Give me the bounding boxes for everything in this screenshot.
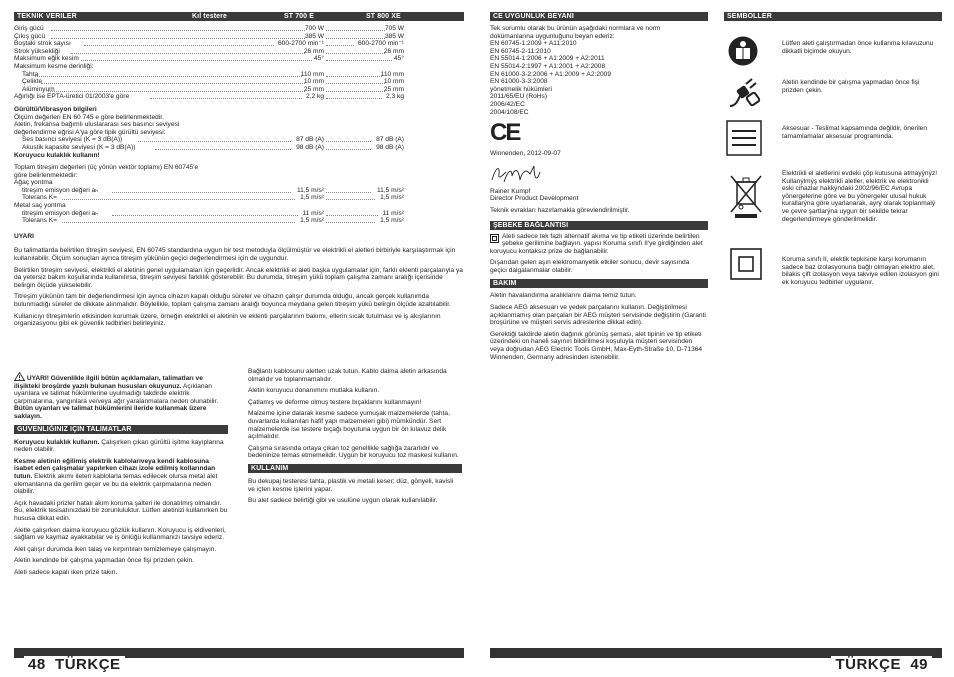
- noise-rows: [14, 136, 464, 151]
- spec-value-st700: 385 W: [304, 32, 324, 40]
- leader-dots: [155, 149, 292, 150]
- spec-value-st700: 10 mm: [303, 78, 324, 86]
- spec-value-st800: 45°: [394, 55, 404, 63]
- protection-class-ii-icon: [730, 248, 762, 280]
- usage-header: KULLANIM: [248, 464, 462, 473]
- vib-rows-wood: [14, 187, 464, 202]
- safety-warning: [14, 372, 228, 421]
- spec-label: titreşim emisyon değeri aₕ: [22, 186, 98, 194]
- spec-label: Akustik kapasite seviyesi (K = 3 dB(A)): [22, 143, 136, 151]
- safety-keep: Bütün uyarıları ve talimat hükümlerini ileride kullanmak üzere saklayın.: [14, 405, 207, 420]
- spec-label: Ağırlığı ise EPTA-üretici 01/2003'e göre: [14, 93, 130, 101]
- misc-1: Bağlantı kablosunu aletten uzak tutun. Kablo daima aletin arkasında olmalıdır ve toplanmamalıdır.: [248, 368, 447, 383]
- usage-1: Bu dekupaj testeresi tahta, plastik ve metali keser; düz, gönyeli, kavisli ve içten kesme işlerini yapar.: [248, 477, 454, 493]
- spec-label: Tolerans K=: [22, 194, 58, 202]
- leader-dots: [326, 222, 375, 223]
- spec-value-st700: 110 mm: [300, 70, 324, 78]
- safety-warning-bold: UYARI! Güvenlikle ilgili bütün açıklamaları, talimatları ve ilişikteki broşürde yazılı bulunan hususları okuyunuz.: [14, 375, 203, 390]
- warn-p3: Titreşim yükünün tam bir değerlendirmesi için ayrıca cihazın kapalı olduğu süreler ve cihazın çalışır durumda olduğu, ancak gerçek kullanımda bulunmadığı süreler de dikkate alınmalıdır. Böylelikle, toplam çalışma zamanı aralığı boyunca meydana gelen titreşim yükü belirgin ölçüde azaltılabilir.: [14, 293, 451, 308]
- leader-dots: [84, 45, 274, 46]
- warning-triangle-icon: [14, 372, 25, 381]
- right-page-lang: TÜRKÇE: [835, 656, 901, 673]
- safety-6: Aletin kendinde bir çalışma yapmadan önce fişi prizden çekin.: [14, 557, 194, 565]
- signer: Rainer Kumpf: [490, 187, 531, 195]
- place-date: Winnenden, 2012-09-07: [490, 150, 561, 158]
- spec-value-st700: 11,5 m/s²: [297, 186, 324, 194]
- ce-line: EN 55014-2:1997 + A1:2001 + A2:2008: [490, 62, 606, 70]
- warn-p1: Bu talimatlarda belirtilen titreşim seviyesi, EN 60745 standardına uygun bir test metoduyla ölçülmüştür ve elektrikli el aletleri birbiriyle karşılaştırmak için kullanılabilir. Ölçüm sonuçları ayrıca titreşim yükünün geçici değerlendirmesi için de uygundur.: [14, 247, 456, 263]
- right-page: [490, 12, 942, 673]
- vib-metal: Metal saç yontma: [14, 202, 66, 210]
- specs-table: [14, 25, 464, 332]
- leader-dots: [48, 91, 305, 92]
- leader-dots: [326, 30, 385, 31]
- left-page-lang: TÜRKÇE: [55, 656, 121, 673]
- usage-2: Bu alet sadece belirtiği gibi ve usulüne uygun olarak kullanılabilir.: [248, 497, 438, 505]
- spec-label: Ses basıncı seviyesi (K = 3 dB(A)): [22, 136, 123, 144]
- ce-line: 2004/108/EC: [490, 108, 529, 116]
- spec-label: Tahta: [22, 70, 39, 78]
- leader-dots: [326, 91, 385, 92]
- mains-p1: [490, 233, 708, 256]
- spec-value-st800: 110 mm: [380, 70, 404, 78]
- leader-dots: [51, 38, 305, 39]
- ce-line: 2011/65/EU (RoHs): [490, 93, 548, 101]
- left-page-num: 48: [28, 656, 46, 673]
- spec-row: [14, 136, 464, 144]
- spec-rows: [14, 25, 464, 101]
- leader-dots: [138, 141, 291, 142]
- col-st700: ST 700 E: [284, 13, 314, 20]
- spec-value-st700: 11 m/s²: [302, 209, 324, 217]
- spec-row: [14, 217, 464, 225]
- leader-dots: [326, 38, 385, 39]
- safety-column: [14, 372, 228, 580]
- spec-value-st700: 600-2700 min⁻¹: [278, 40, 324, 48]
- spec-value-st700: 1,5 m/s²: [300, 217, 324, 225]
- spec-label: Tolerans K=: [22, 217, 58, 225]
- spec-label: Çelikte: [22, 78, 43, 86]
- spec-row: [14, 93, 464, 101]
- tech-header: [14, 12, 464, 21]
- safety-1-rest: Çalışırken çıkan gürültü işitme kayıplarına neden olabilir.: [14, 438, 224, 454]
- vib-wood: Ağaç yontma: [14, 179, 53, 187]
- spec-value-st700: 700 W: [304, 25, 324, 32]
- right-page-number: [831, 656, 932, 673]
- sym3-text: Aksesuar - Teslimat kapsamında değildir, önerilen tamamlamalar aksesuar programında.: [782, 125, 928, 140]
- spec-value-st800: 600-2700 min⁻¹: [358, 40, 404, 48]
- spec-value-st800: 1,5 m/s²: [380, 194, 404, 202]
- leader-dots: [326, 141, 371, 142]
- safety-1-bold: Koruyucu kulaklık kullanın.: [14, 438, 100, 446]
- noise-line-3: değerlendirme eğrisi A'ya göre tipik gürültü seviyesi:: [14, 128, 166, 136]
- leader-dots: [326, 98, 382, 99]
- spec-label: Maksimum eğik kesim: [14, 55, 79, 63]
- warn-title: UYARI: [14, 232, 34, 240]
- safety-header: GÜVENLIĞINIZ IÇIN TALIMATLAR: [14, 425, 228, 434]
- ce-line: dokümanlarına uygunluğunu beyan ederiz:: [490, 32, 615, 40]
- noise-title: Gürültü/Vibrasyon bilgileri: [14, 105, 97, 113]
- spec-value-st700: 2,2 kg: [306, 93, 324, 101]
- ce-line: EN 61000-3-3:2008: [490, 78, 548, 86]
- ear-protection: Koruyucu kulaklık kullanın!: [14, 151, 100, 159]
- warn-p4: Kullanıcıyı titreşimlerin etkisinden korumak üzere, örneğin elektrikli el aletinin ve eklenti parçalarının bakımı, ellerin sıcak tutulması ve iş akışlarının organizasyonu gibi ek güvenlik tedbirleri belirleyiniz.: [14, 312, 441, 328]
- read-manual-icon: [728, 36, 758, 66]
- vib-line-1: Toplam titreşim değerleri (üç yönün vektör toplamı) EN 60745'e: [14, 164, 199, 172]
- safety-7: Aleti sadece kapalı iken prize takın.: [14, 568, 118, 576]
- leader-dots: [35, 76, 302, 77]
- sym4-text: Elektrikli el aletlerini evdeki çöp kutusuna atmayýnýz! Kullanýlmýş elektrikli aletler, elektrik ve elektronikli eski cihazlar hakkýndaki 2002/96/EC Avrupa yönergelerine göre ve bu yönergeler ulusal hukuk kurallarýna göre uyarlanarak, ayrý olarak toplanmalý ve çevre şartlarýna uygun bir sekilde tekrar degerlendirmeye gönderilmelidir.: [782, 170, 938, 223]
- safety-5: Alet çalışır durumda iken talaş ve kırpıntıları temizlemeye çalışmayın.: [14, 545, 217, 553]
- leader-dots: [326, 192, 371, 193]
- tech-docs: Teknik evrakları hazırlamakla görevlendirilmiştir.: [490, 206, 630, 214]
- spec-value-st700: 87 dB (A): [296, 136, 324, 144]
- safety-4: Aletle çalışırken daima koruyucu gözlük kullanın. Koruyucu iş eldivenleri, sağlam ve kaymaz ayakkabılar ve iş önlüğü kullanmanızı tavsiye ederiz.: [14, 526, 226, 542]
- mains-p1-text: Aleti sadece tek fazlı alternatif akıma ve tip etiketi üzerinde belirtilen şebeke gerilimine bağlayın. yapısı Koruma sınıfı II'ye girdiğinden alet koruyucu kontaksız prize de bağlanabilir.: [490, 232, 703, 255]
- ce-line: EN 55014-1:2006 + A1:2009 + A2:2011: [490, 55, 605, 63]
- vib-rows-metal: [14, 210, 464, 225]
- misc-2: Aletin koruyucu donanımını mutlaka kullanın.: [248, 387, 380, 395]
- safety-2-bold: Kesme aletinin eğilimiş elektrik kablolarıveya kendi kablosuna isabet eden çalışmalar yapılırken cihazı izole edilmiş kollarından tutun.: [14, 457, 216, 480]
- leader-dots: [326, 149, 371, 150]
- mains-p2: Dışarıdan gelen aşın elektromanyetik etkiler sonucu, devir sayısında geçici dalgalanmalar olabilir.: [490, 259, 690, 274]
- leader-dots: [81, 60, 312, 61]
- accessory-icon: [726, 120, 762, 156]
- ce-line: 2006/42/EC: [490, 100, 525, 108]
- maint-p1: Aletin havalandırma aralıklarını daima temiz tutun.: [490, 292, 637, 300]
- vib-line-2: göre belirlenmektedir:: [14, 171, 78, 179]
- safety-3: Açık havadaki prizler hatalı akım koruma şalteri ile donatılmış olmalıdır. Bu, elektrik tesisatınızdaki bir zorunluluktur. Lütfen aletinizi kullanırken bu hususa dikkat edin.: [14, 499, 228, 522]
- leader-dots: [71, 53, 305, 54]
- left-page-number: [24, 656, 125, 673]
- misc-4: Malzeme içine dalarak kesme sadece yumuşak malzemelerde (tahta, duvarlarda kullanılan hafif yapı malzemeleri gibi) mümkündür. Sert malzemelerde ise testere bıçağı boyutuna uygun bir ön kılavuz delik açılmalıdır.: [248, 410, 450, 441]
- ce-line: EN 60745-2-11:2010: [490, 47, 551, 55]
- maint-p2: Sadece AEG aksesuarı ve yedek parçalarını kullanın. Değiştirilmesi açıklanmamış olan parçaları bir AEG müşteri servisinde değiştirin (Garanti broşürüne ve müşteri servis adreslerine dikkat edin).: [490, 304, 706, 327]
- mains-header: ŞEBEKE BAĞLANTISI: [490, 221, 708, 230]
- maint-p3: Gerektiği takdirde aletin dağınık görünüş şeması, alet tipinin ve tip etiketi üzerindeki on haneli sayının bildirilmesi koşuluyla müşteri servisinden veya doğrudan AEG Electric Tools GmbH, Max-Eyth-Straße 10, D-71364 Winnenden, Germany adresinden istenebilir.: [490, 330, 703, 361]
- noise-line-2: Aletin, frekansa bağımlı uluslararası ses basıncı seviyesi: [14, 121, 180, 129]
- spec-value-st800: 1,5 m/s²: [380, 217, 404, 225]
- leader-dots: [62, 199, 295, 200]
- sym5-text: Koruma sınıfı II, elektik tepkisine karşı korumanın sadece baz izolasyonuna bağlı olmayan elektro alet, bilakis çift izolasyon veya takviye edilen izolasyon gini ek koruyucu tedbirler uygulanır.: [782, 256, 939, 286]
- symbols-header: SEMBOLLER: [724, 12, 942, 21]
- spec-row: [14, 63, 464, 71]
- spec-value-st700: 45°: [314, 55, 324, 63]
- ce-header: CE UYGUNLUK BEYANI: [490, 12, 708, 21]
- spec-value-st800: 98 dB (A): [376, 143, 404, 151]
- ce-line: Tek sorumlu olarak bu ürünün aşağıdaki normlara ve norm: [490, 25, 661, 32]
- left-page: [14, 12, 464, 673]
- spec-label: Giriş gücü: [14, 25, 44, 32]
- spec-value-st800: 10 mm: [383, 78, 404, 86]
- leader-dots: [41, 83, 305, 84]
- misc-5: Çalışma sırasında ortaya çıkan toz genellikle sağlığa zararlıdır ve bedeninize temas etmemelidir. Uygun bir koruyucu toz maskesi kullanın.: [248, 444, 459, 460]
- misc-3: Çatlamış ve deforme olmuş testere bıçaklarını kullanmayın!: [248, 398, 422, 406]
- spec-value-st800: 87 dB (A): [376, 136, 404, 144]
- leader-dots: [326, 199, 375, 200]
- sym1-text: Lütfen aleti çalıştırmadan önce kullanma kılavuzunu dikkatli biçimde okuyun.: [782, 40, 934, 55]
- spec-value-st700: 98 dB (A): [296, 143, 324, 151]
- spec-label: Boştaki strok sayısı: [14, 40, 71, 48]
- maint-header: BAKIM: [490, 279, 708, 288]
- col-machine: Kıl testere: [192, 13, 227, 20]
- unplug-icon: [726, 76, 762, 112]
- spec-label: Alüminyum: [22, 85, 55, 93]
- safety-2-rest: Elektrik akımı ileten kablolarla temas edilecek olursa metal alet elemanlarına da gerilim geçer ve bu da elektrik çarpmalarına neden olabilir.: [14, 472, 218, 496]
- spec-row: [14, 86, 464, 94]
- spec-value-st800: 385 W: [384, 32, 404, 40]
- ce-column: [490, 12, 708, 365]
- leader-dots: [326, 60, 392, 61]
- spec-value-st800: 26 mm: [383, 47, 404, 55]
- spec-value-st700: 26 mm: [303, 47, 324, 55]
- class-ii-small-icon: [490, 234, 499, 243]
- spec-value-st800: 705 W: [384, 25, 404, 32]
- leader-dots: [326, 76, 382, 77]
- spec-row: [14, 25, 464, 33]
- signature-icon: [490, 162, 550, 188]
- spec-label: titreşim emisyon değeri aₕ: [22, 209, 98, 217]
- signer-title: Director Product Development: [490, 195, 579, 203]
- ce-line: EN 60745-1:2009 + A11:2010: [490, 40, 577, 48]
- spec-value-st800: 25 mm: [383, 85, 404, 93]
- leader-dots: [51, 30, 305, 31]
- waste-bin-icon: [726, 172, 766, 220]
- sym2-text: Aletin kendinde bir çalışma yapmadan önce fişi prizden çekin.: [782, 79, 920, 94]
- col-st800: ST 800 XE: [366, 13, 401, 20]
- leader-dots: [326, 83, 385, 84]
- spec-row: [14, 55, 464, 63]
- safety-warning-rest: Açıklanan uyarılara ve talimat hükümlerine uyulmadığı takdirde elektrik çarpmalarına, yangınlara ve/veya ağır yaralanmalara neden olunabilir.: [14, 382, 219, 405]
- ce-line: yönetmelik hükümleri: [490, 85, 552, 93]
- safety-2: [14, 458, 228, 496]
- spec-value-st800: 11 m/s²: [382, 209, 404, 217]
- spec-label: Maksimum kesme derinliği:: [14, 62, 94, 70]
- spec-row: [14, 210, 464, 218]
- right-page-num: 49: [910, 656, 928, 673]
- spec-value-st800: 11,5 m/s²: [377, 186, 404, 194]
- ce-mark: CE: [490, 119, 520, 147]
- ce-line: EN 61000-3-2:2006 + A1:2009 + A2:2009: [490, 70, 611, 78]
- spec-row: [14, 71, 464, 79]
- spec-label: Çıkış gücü: [14, 32, 46, 40]
- spec-row: [14, 78, 464, 86]
- warn-p2: Belirtilen titreşim seviyesi, elektrikli el aletinin genel uygulamaları için geçerlidir. Ancak elektrikli el aleti başka uygulamalar için, farklı eklenti parçalarıyla ya da yetersiz bakım koşullarında kullanılırsa, titreşim seviyesi farklılık gösterebilir. Bu durumda, titreşim yükü toplam çalışma zamanı aralığı içerisinde belirgin ölçüde yükselebilir.: [14, 266, 463, 289]
- spec-value-st700: 1,5 m/s²: [300, 194, 324, 202]
- misc-column: [248, 368, 462, 509]
- spec-row: [14, 187, 464, 195]
- leader-dots: [326, 45, 354, 46]
- spec-row: [14, 40, 464, 48]
- tech-header-title: TEKNIK VERILER: [17, 13, 77, 20]
- leader-dots: [150, 98, 302, 99]
- spec-row: [14, 194, 464, 202]
- ce-lines: [490, 25, 708, 116]
- spec-value-st700: 25 mm: [303, 85, 324, 93]
- spec-label: Strok yüksekliği: [14, 47, 60, 55]
- leader-dots: [112, 192, 292, 193]
- spec-row: [14, 144, 464, 152]
- spec-value-st800: 2,3 kg: [386, 93, 404, 101]
- safety-1: [14, 439, 228, 454]
- leader-dots: [62, 222, 295, 223]
- leader-dots: [112, 215, 298, 216]
- noise-line-1: Ölçüm değerleri EN 60 745 e göre belirlenmektedir.: [14, 113, 164, 121]
- spec-row: [14, 33, 464, 41]
- leader-dots: [326, 215, 378, 216]
- leader-dots: [326, 53, 385, 54]
